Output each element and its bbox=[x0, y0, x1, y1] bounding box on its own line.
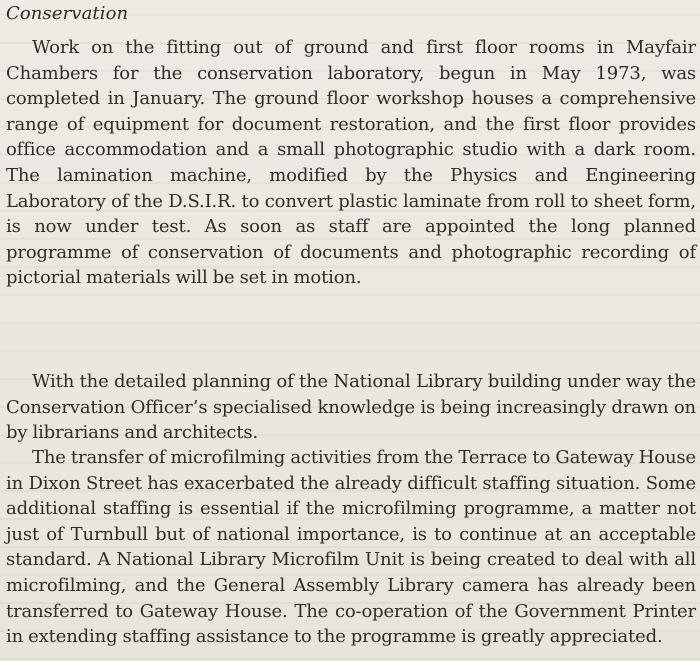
paragraph-laboratory: Work on the fitting out of ground and first floor rooms in Mayfair Chambers for the conservation laboratory, begun in May 1973, was completed in January. The ground floor workshop houses a comprehensive range of equipment for document restoration, and the first floor provides office accommodation and a small photographic studio with a dark room. The lamination machine, modified by the Physics and Engineering Laboratory of the D.S.I.R. to convert plastic laminate from roll to sheet form, is now under test. As soon as staff are appointed the long planned programme of conservation of documents and photographic recording of pictorial materials will be set in motion. bbox=[6, 37, 696, 289]
paragraph-microfilming: The transfer of microfilming activities from the Terrace to Gateway House in Dixon Street has exacerbated the already difficult staffing situation. Some additional staffing is essential if the microfilming programme, a matter not just of Turnbull but of national importance, is to continue at an acceptable standard. A National Library Microfilm Unit is being created to deal with all microfilming, and the General Assembly Library camera has already been transferred to Gateway House. The co-operation of the Government Printer in extending staffing assistance to the programme is greatly appreciated. bbox=[6, 447, 696, 648]
section-heading: Conservation bbox=[6, 3, 129, 24]
paragraph-national-library: With the detailed planning of the National Library building under way the Conservation Officer’s specialised knowledge is being increasingly drawn on by librarians and architects. bbox=[6, 371, 696, 444]
